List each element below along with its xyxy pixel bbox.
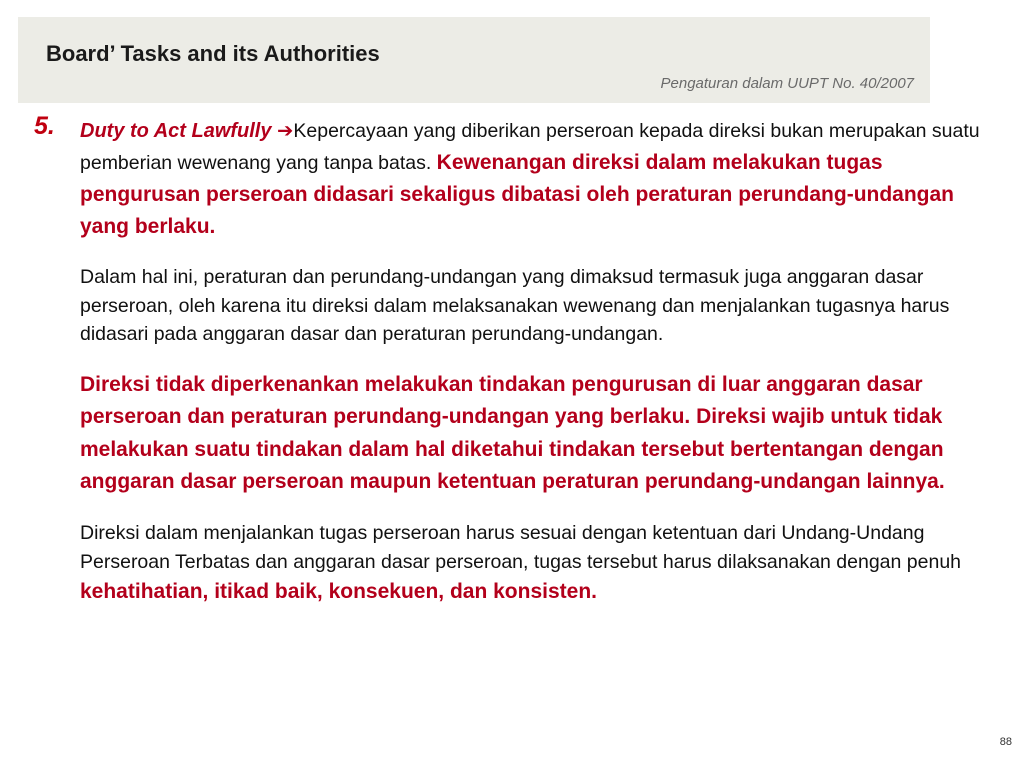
paragraph-1-text: Kepercayaan yang diberikan perseroan kepada direksi bukan merupakan suatu pemberian wewenang yang tanpa batas. (80, 120, 980, 174)
paragraph-2: Dalam hal ini, peraturan dan perundang-undangan yang dimaksud termasuk juga anggaran dasar perseroan, oleh karena itu direksi dalam melaksanakan wewenang dan menjalankan tugasnya harus didasari pada anggaran dasar dan peraturan perundang-undangan. (80, 266, 950, 345)
header-box (18, 17, 930, 103)
paragraph-3: Direksi tidak diperkenankan melakukan tindakan pengurusan di luar anggaran dasar perseroan dan peraturan perundang-undangan yang berlaku. Direksi wajib untuk tidak melakukan suatu tindakan dalam hal diketahui tindakan tersebut bertentangan dengan anggaran dasar perseroan maupun ketentuan peraturan perundang-undangan lainnya. (80, 372, 945, 493)
slide-subtitle: Pengaturan dalam UUPT No. 40/2007 (660, 75, 914, 92)
slide-title: Board’ Tasks and its Authorities (46, 41, 380, 66)
arrow-right-icon: ➔ (277, 120, 294, 142)
page-number: 88 (999, 736, 1012, 748)
item-content (80, 116, 1000, 607)
paragraph-1-emphasis: Kewenangan direksi dalam melakukan tugas pengurusan perseroan didasari sekaligus dibatasi oleh peraturan perundang-undangan yang berlaku. (80, 151, 955, 238)
item-lead: Duty to Act Lawfully (80, 120, 278, 142)
paragraph-4-text: Direksi dalam menjalankan tugas perseroan harus sesuai dengan ketentuan dari Undang-Undang Perseroan Terbatas dan anggaran dasar perseroan, tugas tersebut harus dilaksanakan dengan penuh (80, 521, 962, 573)
paragraph-4 (80, 519, 1000, 607)
paragraph-1 (80, 116, 1000, 243)
paragraph-4-emphasis: kehatihatian, itikad baik, konsekuen, dan konsisten. (80, 579, 597, 603)
item-number: 5. (34, 112, 55, 140)
